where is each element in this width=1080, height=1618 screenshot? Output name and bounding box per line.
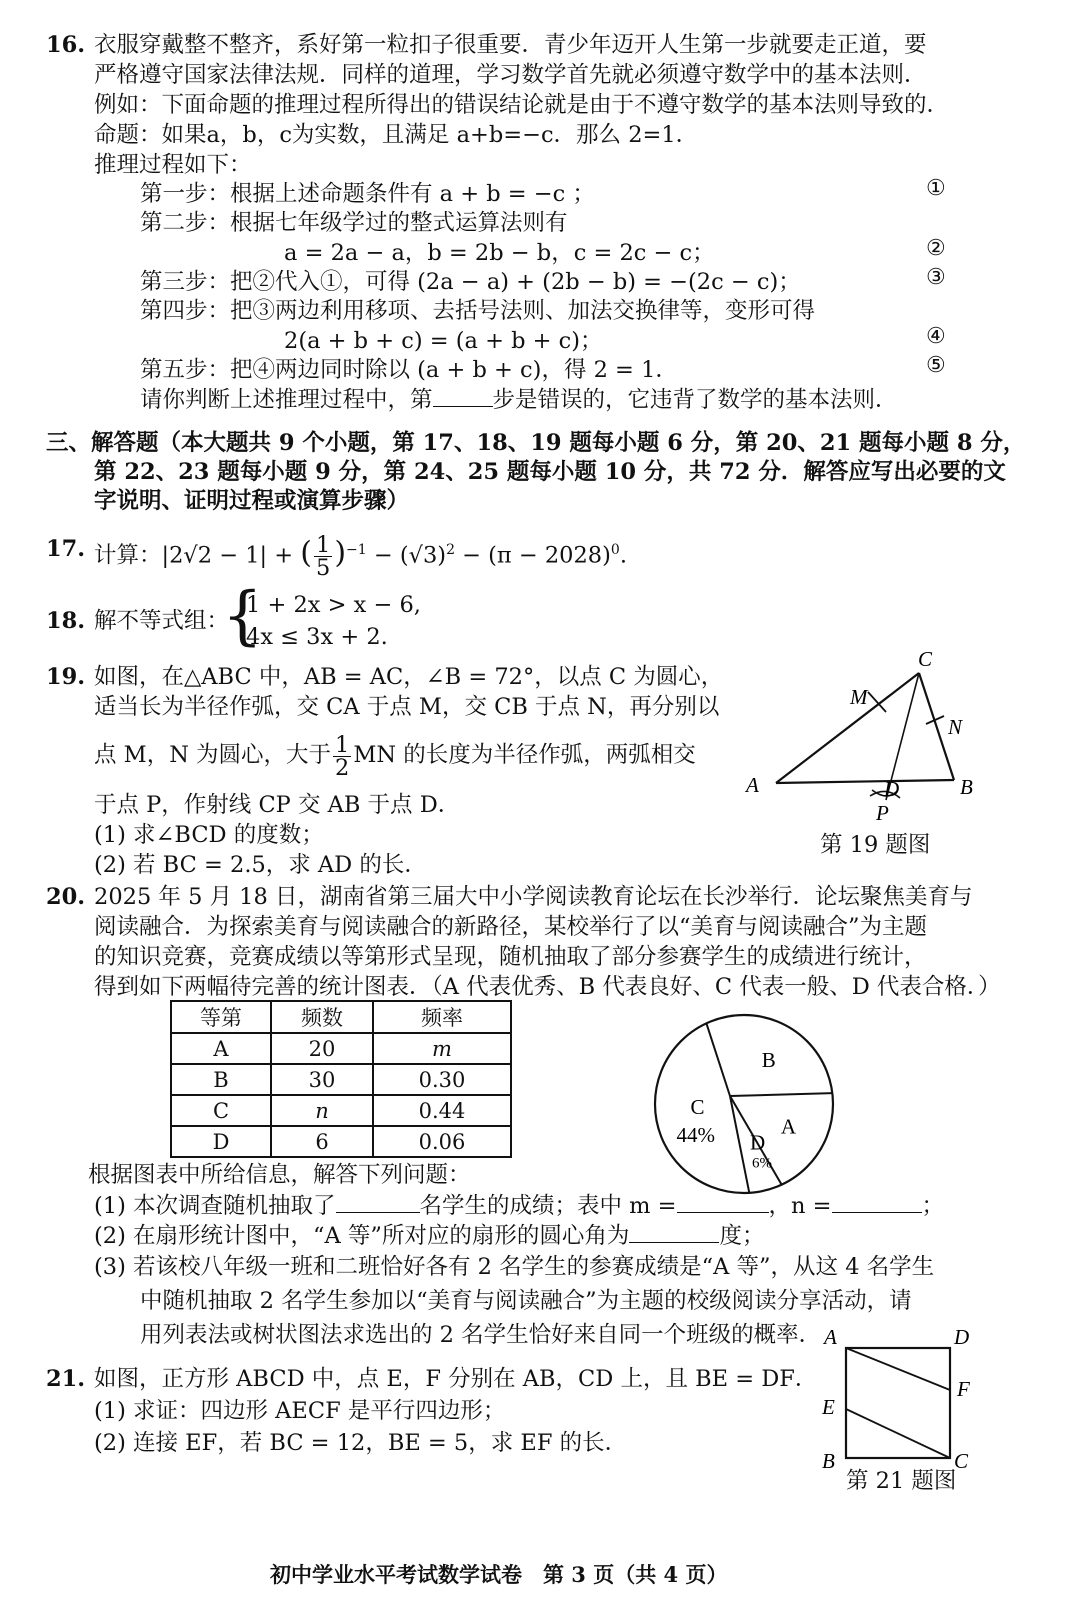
table-header: 频数 — [271, 1001, 373, 1033]
mark-2: ② — [926, 236, 946, 261]
q20-p1c: ，n = — [768, 1193, 832, 1219]
label-E: E — [822, 1395, 835, 1419]
q16-step2: 第二步：根据七年级学过的整式运算法则有 — [140, 210, 568, 236]
label-P: P — [876, 801, 889, 825]
pie-label-D: D — [750, 1130, 766, 1155]
mark-4: ④ — [926, 324, 946, 349]
q20-p1b: 名学生的成绩；表中 m = — [419, 1193, 677, 1219]
label-A: A — [824, 1325, 837, 1349]
q19-frac-den: 2 — [335, 754, 350, 781]
q16-answer-blank[interactable] — [433, 384, 493, 407]
q21-part1: (1) 求证：四边形 AECF 是平行四边形； — [94, 1398, 506, 1424]
q16-ask-a: 请你判断上述推理过程中，第 — [140, 387, 433, 413]
q20-part3c: 用列表法或树状图法求选出的 2 名学生恰好来自同一个班级的概率． — [140, 1322, 822, 1348]
q16-step5: 第五步：把④两边同时除以 (a + b + c)，得 2 = 1． — [140, 357, 678, 383]
q18-label: 解不等式组： — [94, 608, 230, 634]
q19-caption: 第 19 题图 — [820, 832, 931, 858]
q17-expr-a: |2√2 − 1| + — [161, 542, 301, 569]
label-B: B — [822, 1449, 835, 1473]
q16-line4: 命题：如果a，b，c为实数，且满足 a+b=−c．那么 2=1． — [94, 122, 699, 148]
page-footer: 初中学业水平考试数学试卷 第 3 页（共 4 页） — [270, 1562, 728, 1587]
q20-p2a: (2) 在扇形统计图中，“A 等”所对应的扇形的圆心角为 — [94, 1223, 630, 1249]
table-cell: B — [171, 1064, 271, 1095]
pie-percent-D: 6% — [752, 1155, 773, 1172]
q18-brace: { — [222, 579, 263, 653]
q17-frac-num: 1 — [316, 532, 331, 558]
q20-blank-angle[interactable] — [629, 1220, 719, 1243]
q16-line1: 衣服穿戴整不整齐，系好第一粒扣子很重要．青少年迈开人生第一步就要走正道，要 — [94, 32, 927, 58]
mark-1: ① — [926, 176, 946, 201]
q19-line3 — [94, 730, 696, 780]
q17-exp2: 2 — [446, 542, 455, 558]
table-cell: 6 — [271, 1126, 373, 1157]
q21-figure — [812, 1320, 982, 1480]
section3-line1: 三、解答题（本大题共 9 个小题，第 17、18、19 题每小题 6 分，第 20、21 题每小题 8 分， — [46, 430, 1026, 456]
q19-line3b: MN 的长度为半径作弧，两弧相交 — [353, 742, 696, 768]
pie-chart — [640, 1010, 850, 1200]
table-cell: n — [271, 1095, 373, 1126]
q16-step4: 第四步：把③两边利用移项、去括号法则、加法交换律等，变形可得 — [140, 298, 816, 324]
mark-3: ③ — [926, 265, 946, 290]
q17-expression: 计算：|2√2 − 1| + ( $\frac{1}{5}$ )$^{-1} - (√3)^2 - (\pi - 2028)^0$. — [94, 532, 627, 581]
table-row — [171, 1095, 511, 1126]
q21-number: 21. — [46, 1366, 86, 1392]
q20-line3: 的知识竞赛，竞赛成绩以等第形式呈现，随机抽取了部分参赛学生的成绩进行统计， — [94, 944, 927, 970]
q16-number: 16. — [46, 32, 86, 58]
table-cell: 20 — [271, 1033, 373, 1064]
table-row — [171, 1126, 511, 1157]
label-N: N — [948, 715, 963, 739]
segment-AF — [846, 1348, 950, 1390]
table-row — [171, 1033, 511, 1064]
label-C: C — [954, 1449, 969, 1473]
q19-frac-num: 1 — [335, 731, 350, 758]
q16-step4b: 2(a + b + c) = (a + b + c)； — [284, 328, 603, 354]
q16-ask-b: 步是错误的，它违背了数学的基本法则． — [492, 387, 898, 413]
q17-label: 计算： — [94, 542, 162, 569]
q16-line2: 严格遵守国家法律法规．同样的道理，学习数学首先就必须遵守数学中的基本法则． — [94, 62, 927, 88]
pie-label-B: B — [761, 1048, 776, 1073]
q20-line4: 得到如下两幅待完善的统计图表．（A 代表优秀、B 代表良好、C 代表一般、D 代表合格．） — [94, 974, 1001, 1000]
table-cell: C — [171, 1095, 271, 1126]
q20-blank-m[interactable] — [677, 1190, 769, 1213]
q20-part3b: 中随机抽取 2 名学生参加以“美育与阅读融合”为主题的校级阅读分享活动，请 — [140, 1288, 912, 1314]
q19-line3a: 点 M，N 为圆心，大于 — [94, 742, 332, 768]
q19-line2: 适当长为半径作弧，交 CA 于点 M，交 CB 于点 N，再分别以 — [94, 694, 720, 720]
pie-percent-C: 44% — [676, 1123, 716, 1148]
q20-part2 — [94, 1220, 764, 1251]
table-header: 等第 — [171, 1001, 271, 1033]
q19-line1: 如图，在△ABC 中，AB = AC，∠B = 72°，以点 C 为圆心， — [94, 664, 724, 690]
table-cell: 0.06 — [373, 1126, 511, 1157]
q16-line5: 推理过程如下： — [94, 152, 252, 178]
q20-blank-n[interactable] — [832, 1190, 922, 1213]
label-A: A — [746, 773, 759, 797]
table-cell: 0.30 — [373, 1064, 511, 1095]
q18-ineq1: 1 + 2x > x − 6, — [246, 592, 421, 618]
pie-label-C: C — [690, 1095, 705, 1120]
label-B: B — [960, 775, 973, 799]
table-header-row — [171, 1001, 511, 1033]
q17-expr-c: − (π − 2028) — [454, 542, 611, 569]
q21-part2: (2) 连接 EF，若 BC = 12，BE = 5，求 EF 的长． — [94, 1430, 628, 1456]
q21-caption: 第 21 题图 — [846, 1468, 957, 1494]
q16-line3: 例如：下面命题的推理过程所得出的错误结论就是由于不遵守数学的基本法则导致的． — [94, 92, 950, 118]
mark-5: ⑤ — [926, 353, 946, 378]
label-F: F — [957, 1377, 970, 1401]
table-cell: 0.44 — [373, 1095, 511, 1126]
q20-p1d: ； — [921, 1193, 945, 1219]
q18-number: 18. — [46, 608, 86, 634]
side-AC — [776, 673, 919, 783]
table-header: 频率 — [373, 1001, 511, 1033]
table-cell: A — [171, 1033, 271, 1064]
q18-ineq2: 4x ≤ 3x + 2. — [246, 624, 388, 650]
table-cell: 30 — [271, 1064, 373, 1095]
q16-question — [140, 384, 898, 415]
q17-number: 17. — [46, 536, 86, 562]
side-AB — [776, 780, 954, 783]
q19-part1: (1) 求∠BCD 的度数； — [94, 822, 324, 848]
q20-blank-total[interactable] — [336, 1190, 420, 1213]
q20-p1a: (1) 本次调查随机抽取了 — [94, 1193, 336, 1219]
table-row — [171, 1064, 511, 1095]
q19-part2: (2) 若 BC = 2.5，求 AD 的长． — [94, 852, 427, 878]
section3-line2: 第 22、23 题每小题 9 分，第 24、25 题每小题 10 分，共 72 分．解答应写出必要的文 — [94, 459, 1006, 485]
label-M: M — [850, 685, 868, 709]
q20-part3a: (3) 若该校八年级一班和二班恰好各有 2 名学生的参赛成绩是“A 等”，从这 4 名学生 — [94, 1254, 935, 1280]
label-C: C — [918, 647, 933, 671]
q20-line2: 阅读融合．为探索美育与阅读融合的新路径，某校举行了以“美育与阅读融合”为主题 — [94, 914, 928, 940]
q17-exp3: 0 — [610, 542, 620, 558]
q17-expr-b: − (√3) — [366, 542, 447, 569]
q20-number: 20. — [46, 884, 86, 910]
q16-step2b: a = 2a − a，b = 2b − b，c = 2c − c； — [284, 240, 715, 266]
q20-line1: 2025 年 5 月 18 日，湖南省第三届大中小学阅读教育论坛在长沙举行．论坛聚焦美育与 — [94, 884, 973, 910]
q19-line4: 于点 P，作射线 CP 交 AB 于点 D． — [94, 792, 461, 818]
q19-number: 19. — [46, 664, 86, 690]
q20-p2b: 度； — [719, 1223, 765, 1249]
q20-after: 根据图表中所给信息，解答下列问题： — [88, 1162, 471, 1188]
q16-step3: 第三步：把②代入①，可得 (2a − a) + (2b − b) = −(2c − c)； — [140, 269, 801, 295]
segment-EC — [846, 1409, 950, 1458]
square-ABCD — [846, 1348, 950, 1458]
section3-line3: 字说明、证明过程或演算步骤） — [94, 488, 410, 514]
pie-label-A: A — [780, 1114, 796, 1139]
label-D: D — [884, 777, 900, 801]
table-cell: m — [373, 1033, 511, 1064]
q17-end: . — [619, 542, 627, 569]
q17-frac-den: 5 — [316, 555, 331, 581]
label-D: D — [954, 1325, 970, 1349]
q17-exp1: −1 — [346, 542, 367, 558]
q16-step1: 第一步：根据上述命题条件有 a + b = −c ； — [140, 181, 595, 207]
q20-part1 — [94, 1190, 944, 1221]
q21-line1: 如图，正方形 ABCD 中，点 E，F 分别在 AB，CD 上，且 BE = DF． — [94, 1366, 818, 1392]
table-cell: D — [171, 1126, 271, 1157]
frequency-table — [170, 1000, 512, 1158]
